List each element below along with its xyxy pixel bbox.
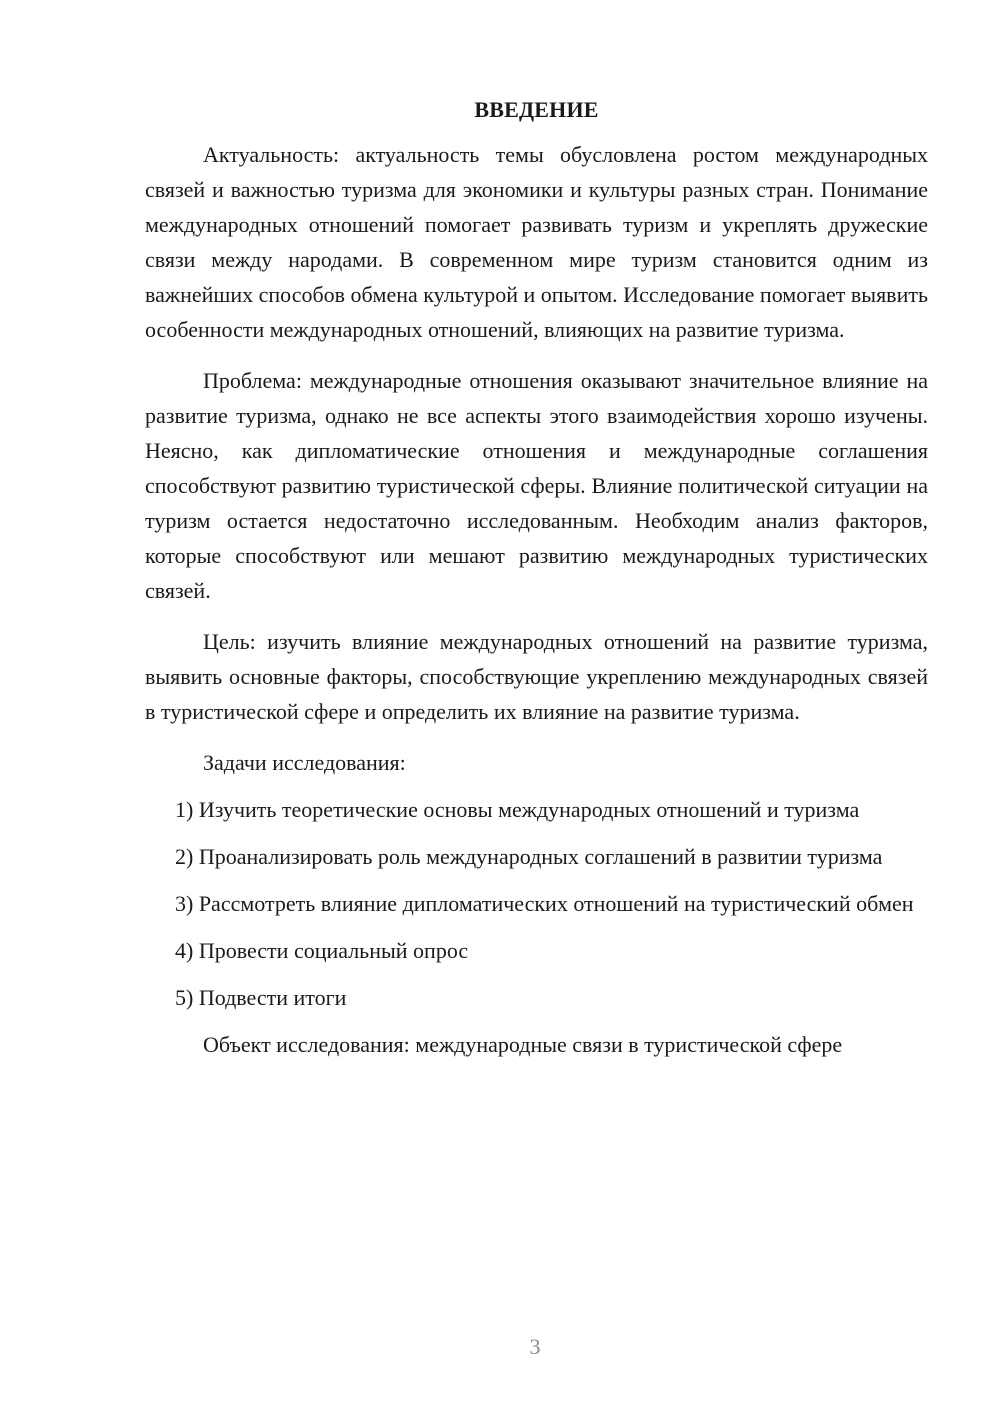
paragraph-object: Объект исследования: международные связи в туристической сфере: [203, 1032, 843, 1057]
paragraph-goal: Цель: изучить влияние международных отношений на развитие туризма, выявить основные факторы, способствующие укреплению международных связей в туристической сфере и определить их влияние на развитие туризма.: [145, 629, 928, 724]
task-item-1: 1) Изучить теоретические основы международных отношений и туризма: [175, 797, 860, 822]
paragraph-problem: Проблема: международные отношения оказывают значительное влияние на развитие туризма, однако не все аспекты этого взаимодействия хорошо изучены. Неясно, как дипломатические отношения и международные соглашения способствуют развитию туристической сферы. Влияние политической ситуации на туризм остается недостаточно исследованным. Необходим анализ факторов, которые способствуют или мешают развитию международных туристических связей.: [145, 368, 928, 603]
document-page: [145, 95, 928, 1062]
task-item-5: 5) Подвести итоги: [175, 985, 347, 1010]
page-number: 3: [529, 1334, 541, 1359]
task-item-3: 3) Рассмотреть влияние дипломатических отношений на туристический обмен: [175, 891, 914, 916]
page-title: ВВЕДЕНИЕ: [474, 97, 599, 122]
task-item-4: 4) Провести социальный опрос: [175, 938, 469, 963]
task-item-2: 2) Проанализировать роль международных соглашений в развитии туризма: [175, 844, 883, 869]
tasks-title: Задачи исследования:: [203, 750, 406, 775]
paragraph-relevance: Актуальность: актуальность темы обусловлена ростом международных связей и важностью туризма для экономики и культуры разных стран. Понимание международных отношений помогает развивать туризм и укреплять дружеские связи между народами. В современном мире туризм становится одним из важнейших способов обмена культурой и опытом. Исследование помогает выявить особенности международных отношений, влияющих на развитие туризма.: [145, 142, 928, 342]
